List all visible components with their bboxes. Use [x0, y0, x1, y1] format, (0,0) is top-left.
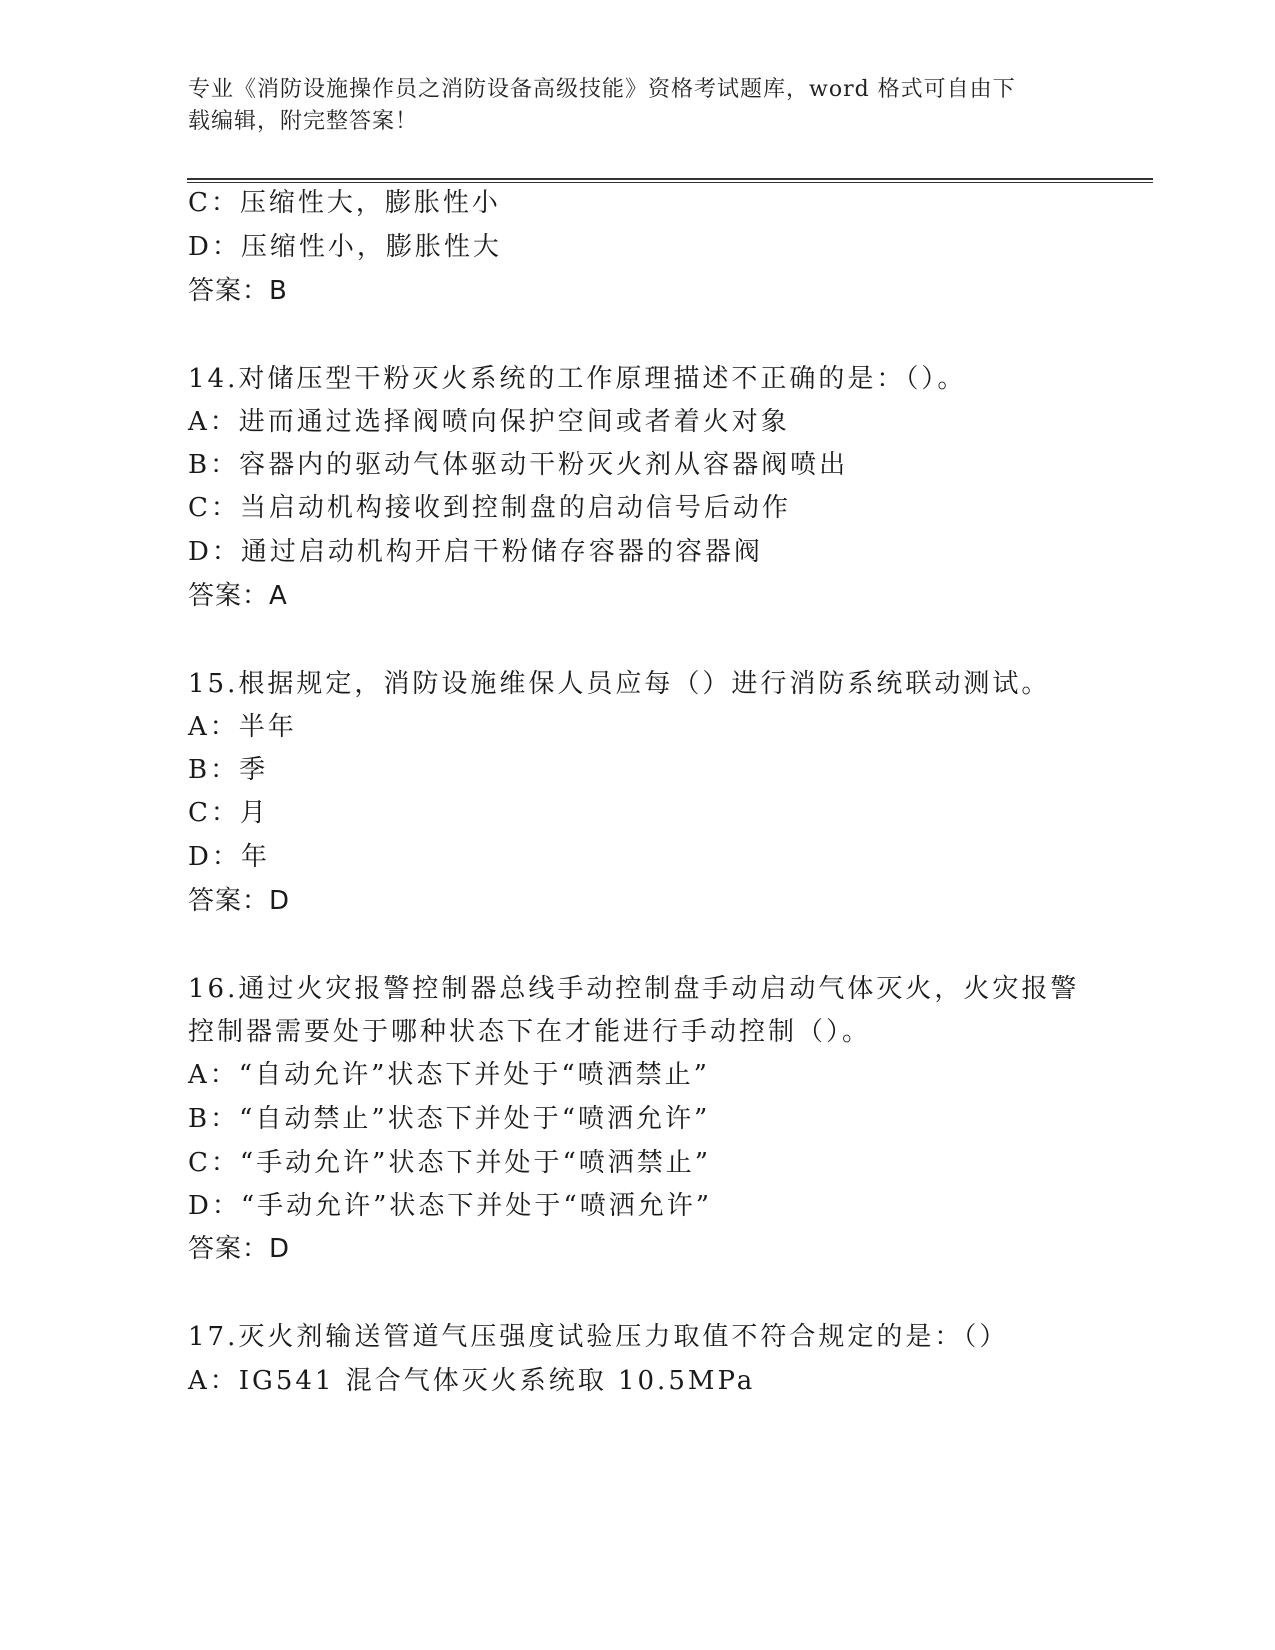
page-header	[188, 74, 1068, 138]
header-divider	[187, 178, 1153, 183]
option-c: C：“手动允许”状态下并处于“喷洒禁止”	[188, 1148, 712, 1178]
answer: 答案：D	[188, 1234, 291, 1264]
option-b: B：容器内的驱动气体驱动干粉灭火剂从容器阀喷出	[188, 450, 849, 480]
option-b: B：季	[188, 755, 269, 785]
option-a: A：IG541 混合气体灭火系统取 10.5MPa	[188, 1366, 756, 1396]
option-d: D：“手动允许”状态下并处于“喷洒允许”	[188, 1191, 713, 1221]
question-stem: 16.通过火灾报警控制器总线手动控制盘手动启动气体灭火，火灾报警	[188, 974, 1080, 1004]
option-d: D：年	[188, 842, 270, 872]
answer: 答案：D	[188, 886, 291, 916]
option-a: A：进而通过选择阀喷向保护空间或者着火对象	[188, 407, 790, 437]
header-line-1: 专业《消防设施操作员之消防设备高级技能》资格考试题库，word 格式可自由下	[188, 77, 1016, 102]
option-a: A：半年	[188, 712, 297, 742]
question-stem-continued: 控制器需要处于哪种状态下在才能进行手动控制（）。	[188, 1017, 872, 1047]
option-c: C：月	[188, 798, 269, 828]
option-c: C：压缩性大，膨胀性小	[188, 188, 501, 218]
question-stem: 14.对储压型干粉灭火系统的工作原理描述不正确的是：（）。	[188, 364, 967, 394]
answer: 答案：A	[188, 581, 288, 611]
option-d: D：通过启动机构开启干粉储存容器的容器阀	[188, 537, 763, 567]
option-b: B：“自动禁止”状态下并处于“喷洒允许”	[188, 1104, 711, 1134]
question-stem: 17.灭火剂输送管道气压强度试验压力取值不符合规定的是：（）	[188, 1322, 1009, 1352]
option-a: A：“自动允许”状态下并处于“喷洒禁止”	[188, 1060, 710, 1090]
option-c: C：当启动机构接收到控制盘的启动信号后动作	[188, 493, 791, 523]
question-stem: 15.根据规定，消防设施维保人员应每（）进行消防系统联动测试。	[188, 669, 1051, 699]
header-line-2: 载编辑，附完整答案！	[188, 109, 419, 134]
option-d: D：压缩性小，膨胀性大	[188, 232, 502, 262]
answer: 答案：B	[188, 276, 288, 306]
